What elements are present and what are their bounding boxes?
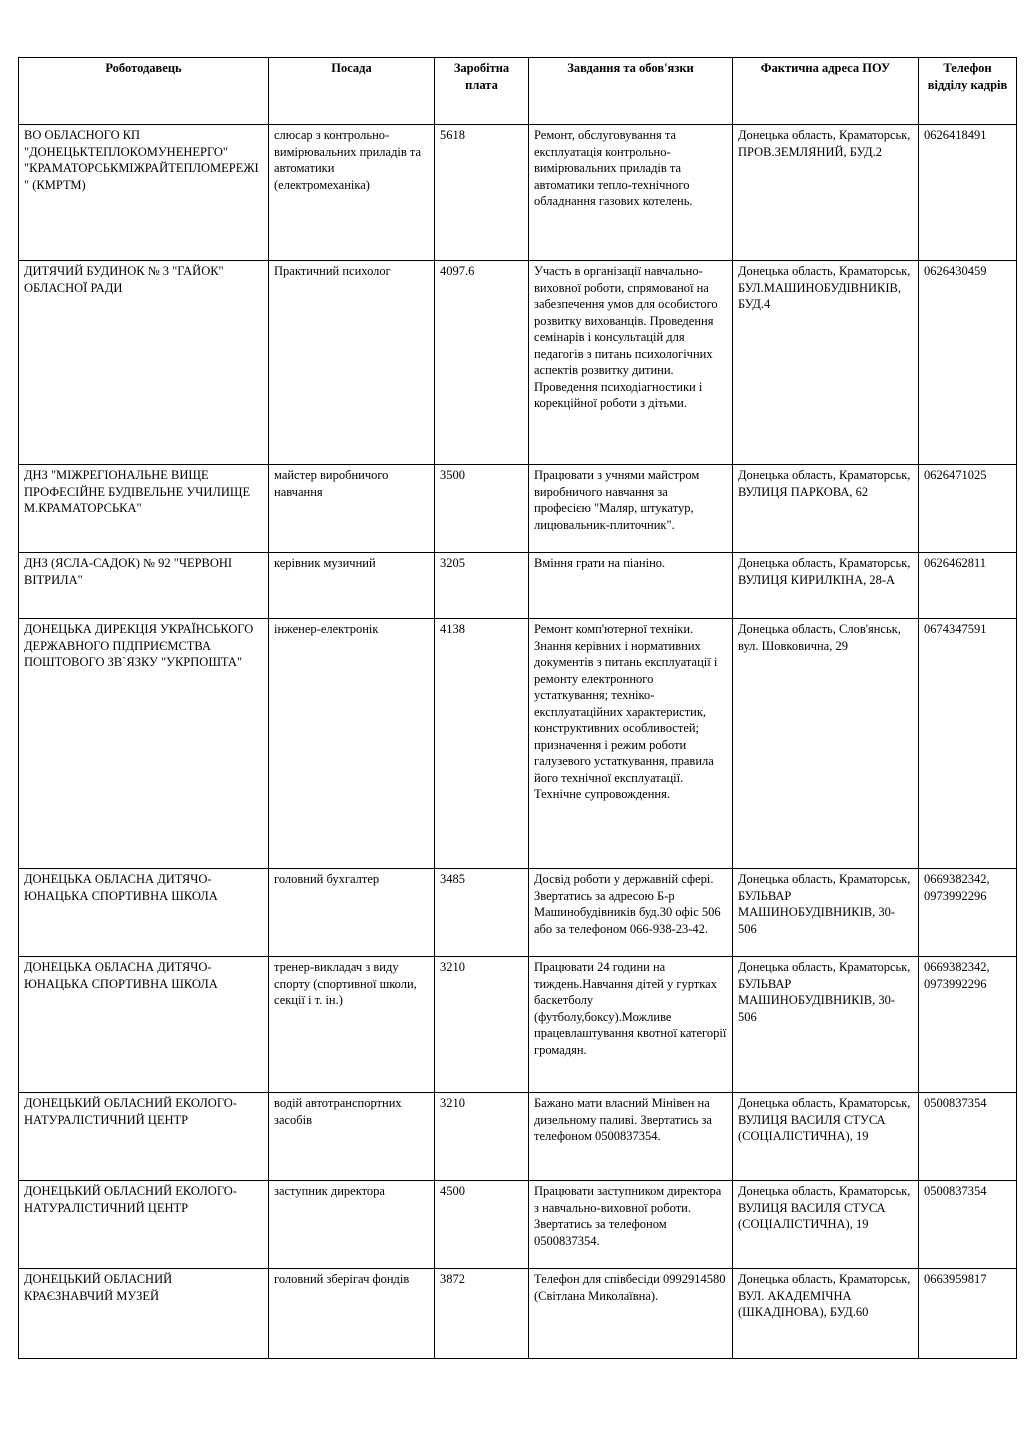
table-row: [19, 957, 1017, 1093]
cell-salary: 4500: [435, 1181, 529, 1269]
cell-salary: 3205: [435, 553, 529, 619]
cell-duties: Працювати з учнями майстром виробничого навчання за професією "Маляр, штукатур, лицювальник-плиточник".: [529, 465, 733, 553]
cell-address: Донецька область, Краматорськ, ВУЛИЦЯ ПАРКОВА, 62: [733, 465, 919, 553]
cell-employer: ДНЗ (ЯСЛА-САДОК) № 92 "ЧЕРВОНІ ВІТРИЛА": [19, 553, 269, 619]
cell-salary: 4138: [435, 619, 529, 869]
cell-address: Донецька область, Краматорськ, ВУЛ. АКАДЕМІЧНА (ШКАДІНОВА), БУД.60: [733, 1269, 919, 1359]
cell-duties: Телефон для співбесіди 0992914580 (Світлана Миколаївна).: [529, 1269, 733, 1359]
cell-position: слюсар з контрольно-вимірювальних приладів та автоматики (електромеханіка): [269, 125, 435, 261]
cell-address: Донецька область, Слов'янськ, вул. Шовковична, 29: [733, 619, 919, 869]
cell-duties: Вміння грати на піаніно.: [529, 553, 733, 619]
header-duties: Завдання та обов'язки: [529, 58, 733, 125]
cell-employer: ДОНЕЦЬКА ДИРЕКЦІЯ УКРАЇНСЬКОГО ДЕРЖАВНОГО ПІДПРИЄМСТВА ПОШТОВОГО ЗВ`ЯЗКУ "УКРПОШТА": [19, 619, 269, 869]
cell-phone: 0626462811: [919, 553, 1017, 619]
cell-position: інженер-електронік: [269, 619, 435, 869]
cell-address: Донецька область, Краматорськ, БУЛЬВАР МАШИНОБУДІВНИКІВ, 30-506: [733, 957, 919, 1093]
header-address: Фактична адреса ПОУ: [733, 58, 919, 125]
cell-position: тренер-викладач з виду спорту (спортивної школи, секції і т. ін.): [269, 957, 435, 1093]
cell-phone: 0674347591: [919, 619, 1017, 869]
cell-phone: 0626418491: [919, 125, 1017, 261]
table-row: [19, 1093, 1017, 1181]
cell-employer: ДОНЕЦЬКА ОБЛАСНА ДИТЯЧО-ЮНАЦЬКА СПОРТИВНА ШКОЛА: [19, 869, 269, 957]
cell-salary: 3210: [435, 957, 529, 1093]
cell-address: Донецька область, Краматорськ, ВУЛИЦЯ ВАСИЛЯ СТУСА (СОЦІАЛІСТИЧНА), 19: [733, 1181, 919, 1269]
cell-employer: ВО ОБЛАСНОГО КП "ДОНЕЦЬКТЕПЛОКОМУНЕНЕРГО" "КРАМАТОРСЬКМІЖРАЙТЕПЛОМЕРЕЖІ" (КМРТМ): [19, 125, 269, 261]
table-row: [19, 869, 1017, 957]
table-header-row: [19, 58, 1017, 125]
cell-duties: Участь в організації навчально-виховної роботи, спрямованої на забезпечення умов для особистого розвитку вихованців. Проведення семінарів і консультацій для педагогів з питань психологічних аспектів розвитку дитини. Проведення психодіагностики і корекційної роботи з дітьми.: [529, 261, 733, 465]
cell-phone: 0669382342, 0973992296: [919, 957, 1017, 1093]
cell-duties: Працювати заступником директора з навчально-виховної роботи. Звертатись за телефоном 0500837354.: [529, 1181, 733, 1269]
cell-duties: Ремонт комп'ютерної техніки. Знання керівних і нормативних документів з питань експлуатації і ремонту електронного устаткування; техніко-експлуатаційних характеристик, конструктивних особливостей; призначення і режим роботи галузевого устаткування, правила його технічної експлуатації. Технічне супровождення.: [529, 619, 733, 869]
cell-address: Донецька область, Краматорськ, БУЛЬВАР МАШИНОБУДІВНИКІВ, 30-506: [733, 869, 919, 957]
cell-address: Донецька область, Краматорськ, БУЛ.МАШИНОБУДІВНИКІВ, БУД.4: [733, 261, 919, 465]
header-employer: Роботодавець: [19, 58, 269, 125]
header-salary: Заробітна плата: [435, 58, 529, 125]
cell-position: водій автотранспортних засобів: [269, 1093, 435, 1181]
cell-address: Донецька область, Краматорськ, ПРОВ.ЗЕМЛЯНИЙ, БУД.2: [733, 125, 919, 261]
cell-salary: 3500: [435, 465, 529, 553]
cell-position: майстер виробничого навчання: [269, 465, 435, 553]
table-row: [19, 125, 1017, 261]
cell-employer: ДОНЕЦЬКИЙ ОБЛАСНИЙ КРАЄЗНАВЧИЙ МУЗЕЙ: [19, 1269, 269, 1359]
cell-address: Донецька область, Краматорськ, ВУЛИЦЯ КИРИЛКІНА, 28-А: [733, 553, 919, 619]
cell-position: заступник директора: [269, 1181, 435, 1269]
cell-phone: 0663959817: [919, 1269, 1017, 1359]
cell-phone: 0500837354: [919, 1093, 1017, 1181]
cell-duties: Працювати 24 години на тиждень.Навчання дітей у гуртках баскетболу (футболу,боксу).Можливе працевлаштування квотної категорії громадян.: [529, 957, 733, 1093]
cell-position: головний бухгалтер: [269, 869, 435, 957]
cell-phone: 0669382342, 0973992296: [919, 869, 1017, 957]
table-row: [19, 619, 1017, 869]
cell-position: керівник музичний: [269, 553, 435, 619]
cell-position: Практичний психолог: [269, 261, 435, 465]
table-row: [19, 261, 1017, 465]
cell-salary: 3872: [435, 1269, 529, 1359]
table-row: [19, 1181, 1017, 1269]
table-row: [19, 465, 1017, 553]
cell-employer: ДИТЯЧИЙ БУДИНОК № 3 "ГАЙОК" ОБЛАСНОЇ РАДИ: [19, 261, 269, 465]
document-page: [18, 57, 1016, 1359]
cell-employer: ДОНЕЦЬКА ОБЛАСНА ДИТЯЧО-ЮНАЦЬКА СПОРТИВНА ШКОЛА: [19, 957, 269, 1093]
table-row: [19, 553, 1017, 619]
cell-duties: Досвід роботи у державній сфері. Звертатись за адресою Б-р Машинобудівників буд.30 офіс 506 або за телефоном 066-938-23-42.: [529, 869, 733, 957]
table-row: [19, 1269, 1017, 1359]
cell-duties: Ремонт, обслуговування та експлуатація контрольно-вимірювальних приладів та автоматики тепло-технічного обладнання газових котелень.: [529, 125, 733, 261]
cell-phone: 0626471025: [919, 465, 1017, 553]
cell-salary: 3210: [435, 1093, 529, 1181]
cell-employer: ДОНЕЦЬКИЙ ОБЛАСНИЙ ЕКОЛОГО-НАТУРАЛІСТИЧНИЙ ЦЕНТР: [19, 1181, 269, 1269]
header-phone: Телефон відділу кадрів: [919, 58, 1017, 125]
vacancies-table: [18, 57, 1017, 1359]
cell-salary: 5618: [435, 125, 529, 261]
cell-position: головний зберігач фондів: [269, 1269, 435, 1359]
cell-duties: Бажано мати власний Мінівен на дизельному паливі. Звертатись за телефоном 0500837354.: [529, 1093, 733, 1181]
cell-salary: 4097.6: [435, 261, 529, 465]
cell-employer: ДОНЕЦЬКИЙ ОБЛАСНИЙ ЕКОЛОГО-НАТУРАЛІСТИЧНИЙ ЦЕНТР: [19, 1093, 269, 1181]
cell-address: Донецька область, Краматорськ, ВУЛИЦЯ ВАСИЛЯ СТУСА (СОЦІАЛІСТИЧНА), 19: [733, 1093, 919, 1181]
cell-employer: ДНЗ "МІЖРЕГІОНАЛЬНЕ ВИЩЕ ПРОФЕСІЙНЕ БУДІВЕЛЬНЕ УЧИЛИЩЕ М.КРАМАТОРСЬКА": [19, 465, 269, 553]
cell-phone: 0626430459: [919, 261, 1017, 465]
cell-salary: 3485: [435, 869, 529, 957]
header-position: Посада: [269, 58, 435, 125]
cell-phone: 0500837354: [919, 1181, 1017, 1269]
